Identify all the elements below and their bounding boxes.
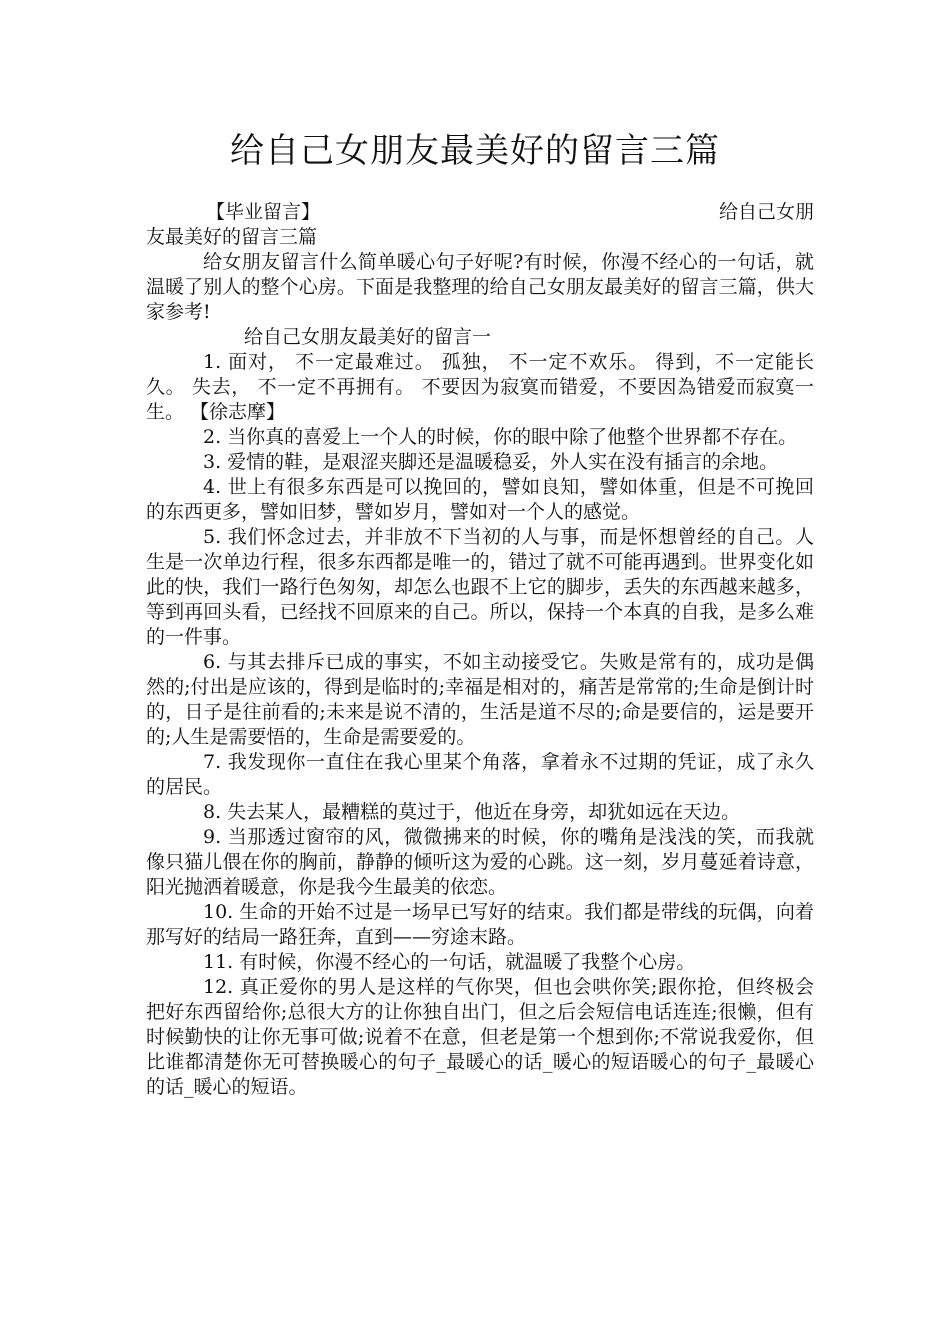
list-item: 8. 失去某人，最糟糕的莫过于，他近在身旁，却犹如远在天边。 [203,801,741,823]
title-link-start: 给自己女朋 [718,201,814,223]
section-heading: 给自己女朋友最美好的留言一 [244,326,492,348]
list-item: 1. 面对， 不一定最难过。 孤独， 不一定不欢乐。 得到，不一定能长久。 失去， 不一定不再拥有。 不要因为寂寞而错爱，不要因為错爱而寂寞一生。 【徐志摩】 [146,351,814,423]
title-link-continuation: 友最美好的留言三篇 [146,226,318,248]
list-item: 7. 我发现你一直住在我心里某个角落，拿着永不过期的凭证，成了永久的居民。 [146,751,814,798]
list-item: 12. 真正爱你的男人是这样的气你哭，但也会哄你笑;跟你抢，但终极会把好东西留给你;总很大方的让你独自出门，但之后会短信电话连连;很懒，但有时候勤快的让你无事可做;说着不在意，但老是第一个想到你;不常说我爱你，但比谁都清楚你无可替换暖心的句子_最暖心的话_暖心的短语暖心的句子_最暖心的话_暖心的短语。 [146,976,814,1098]
list-item: 4. 世上有很多东西是可以挽回的，譬如良知，譬如体重，但是不可挽回的东西更多，譬如旧梦，譬如岁月，譬如对一个人的感觉。 [146,476,814,523]
list-item: 2. 当你真的喜爱上一个人的时候，你的眼中除了他整个世界都不存在。 [203,426,798,448]
document-title: 给自己女朋友最美好的留言三篇 [230,131,720,171]
document-body [146,200,814,1100]
list-item: 9. 当那透过窗帘的风，微微拂来的时候，你的嘴角是浅浅的笑，而我就像只猫儿偎在你的胸前，静静的倾听这为爱的心跳。这一刻，岁月蔓延着诗意，阳光抛洒着暖意，你是我今生最美的依恋。 [146,826,814,898]
list-item: 5. 我们怀念过去，并非放不下当初的人与事，而是怀想曾经的自己。人生是一次单边行程，很多东西都是唯一的，错过了就不可能再遇到。世界变化如此的快，我们一路行色匆匆，却怎么也跟不上它的脚步，丢失的东西越来越多，等到再回头看，已经找不回原来的自己。所以，保持一个本真的自我，是多么难的一件事。 [146,526,814,648]
tag-line [146,200,814,225]
intro-paragraph: 给女朋友留言什么简单暖心句子好呢?有时候，你漫不经心的一句话，就温暖了别人的整个心房。下面是我整理的给自己女朋友最美好的留言三篇，供大家参考! [146,251,814,323]
list-item: 11. 有时候，你漫不经心的一句话，就温暖了我整个心房。 [203,951,696,973]
category-tag: 【毕业留言】 [206,201,321,223]
list-item: 10. 生命的开始不过是一场早已写好的结束。我们都是带线的玩偶，向着那写好的结局一路狂奔，直到——穷途末路。 [146,901,814,948]
list-item: 6. 与其去排斥已成的事实，不如主动接受它。失败是常有的，成功是偶然的;付出是应该的，得到是临时的;幸福是相对的，痛苦是常常的;生命是倒计时的，日子是往前看的;未来是说不清的，生活是道不尽的;命是要信的，运是要开的;人生是需要悟的，生命是需要爱的。 [146,651,814,748]
list-item: 3. 爱情的鞋，是艰涩夹脚还是温暖稳妥，外人实在没有插言的余地。 [203,451,779,473]
